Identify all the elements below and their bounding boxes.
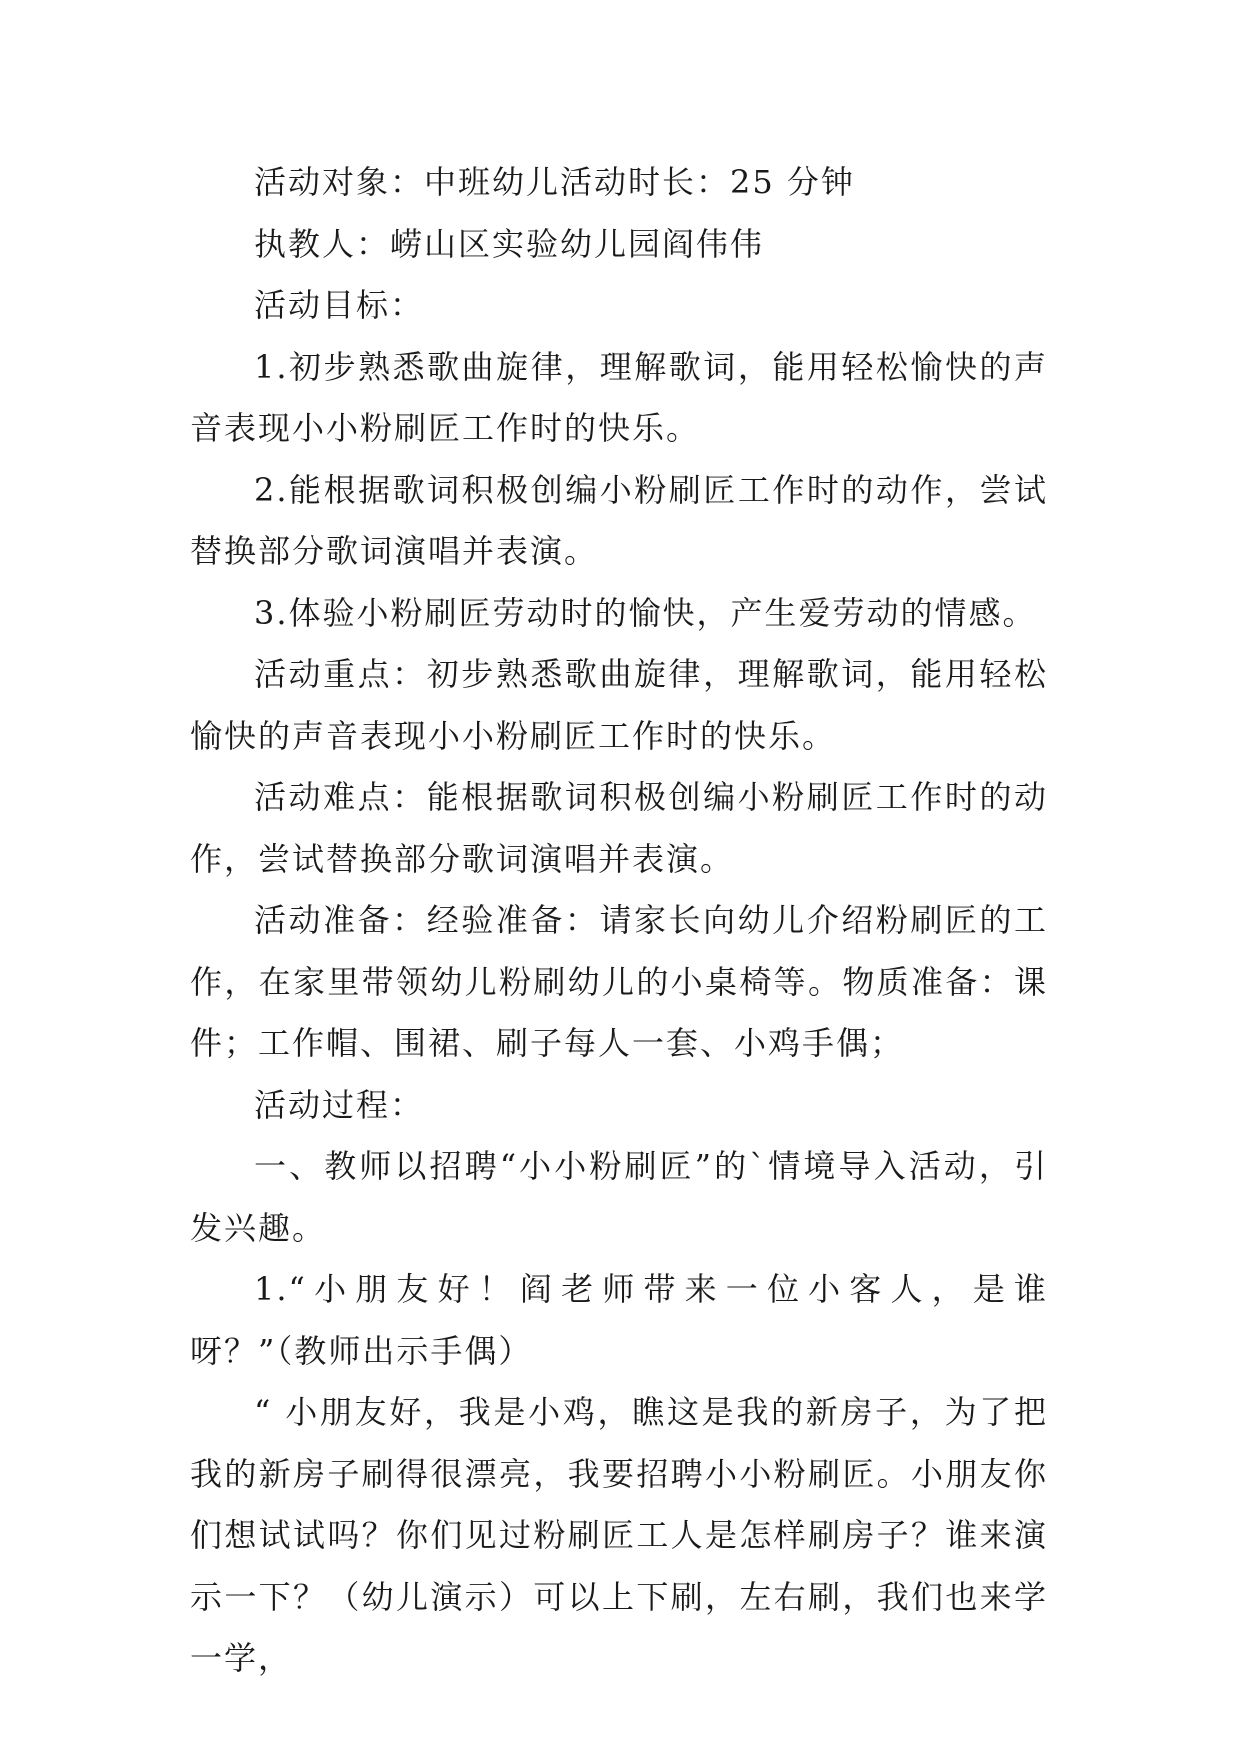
paragraph-objective-2: 2.能根据歌词积极创编小粉刷匠工作时的动作，尝试替换部分歌词演唱并表演。 [190, 470, 1048, 570]
paragraph-preparation: 活动准备：经验准备：请家长向幼儿介绍粉刷匠的工作，在家里带领幼儿粉刷幼儿的小桌椅等。物质准备：课件；工作帽、围裙、刷子每人一套、小鸡手偶； [190, 901, 1048, 1062]
paragraph-objectives-heading: 活动目标： [254, 286, 425, 324]
paragraph-key-point: 活动重点：初步熟悉歌曲旋律，理解歌词，能用轻松愉快的声音表现小小粉刷匠工作时的快乐。 [190, 655, 1048, 755]
paragraph-step-1: 一、教师以招聘“小小粉刷匠”的`情境导入活动，引发兴趣。 [190, 1147, 1048, 1247]
paragraph-process-heading: 活动过程： [254, 1085, 425, 1124]
paragraph-dialogue: “ 小朋友好，我是小鸡，瞧这是我的新房子，为了把我的新房子刷得很漂亮，我要招聘小小粉刷匠。小朋友你们想试试吗？你们见过粉刷匠工人是怎样刷房子？谁来演示一下？（幼儿演示）可以上下刷，左右刷，我们也来学一学， [190, 1393, 1048, 1677]
paragraph-objective-1: 1.初步熟悉歌曲旋律，理解歌词，能用轻松愉快的声音表现小小粉刷匠工作时的快乐。 [190, 347, 1048, 447]
document-body [190, 152, 1048, 1690]
paragraph-difficulty: 活动难点：能根据歌词积极创编小粉刷匠工作时的动作，尝试替换部分歌词演唱并表演。 [190, 778, 1048, 878]
paragraph-activity-target: 活动对象：中班幼儿活动时长：25 分钟 [254, 163, 855, 201]
paragraph-instructor: 执教人：崂山区实验幼儿园阎伟伟 [254, 224, 765, 263]
paragraph-objective-3: 3.体验小粉刷匠劳动时的愉快，产生爱劳动的情感。 [254, 593, 1037, 632]
paragraph-step-1-1: 1.“小朋友好！阎老师带来一位小客人，是谁呀？”（教师出示手偶） [190, 1270, 1048, 1370]
